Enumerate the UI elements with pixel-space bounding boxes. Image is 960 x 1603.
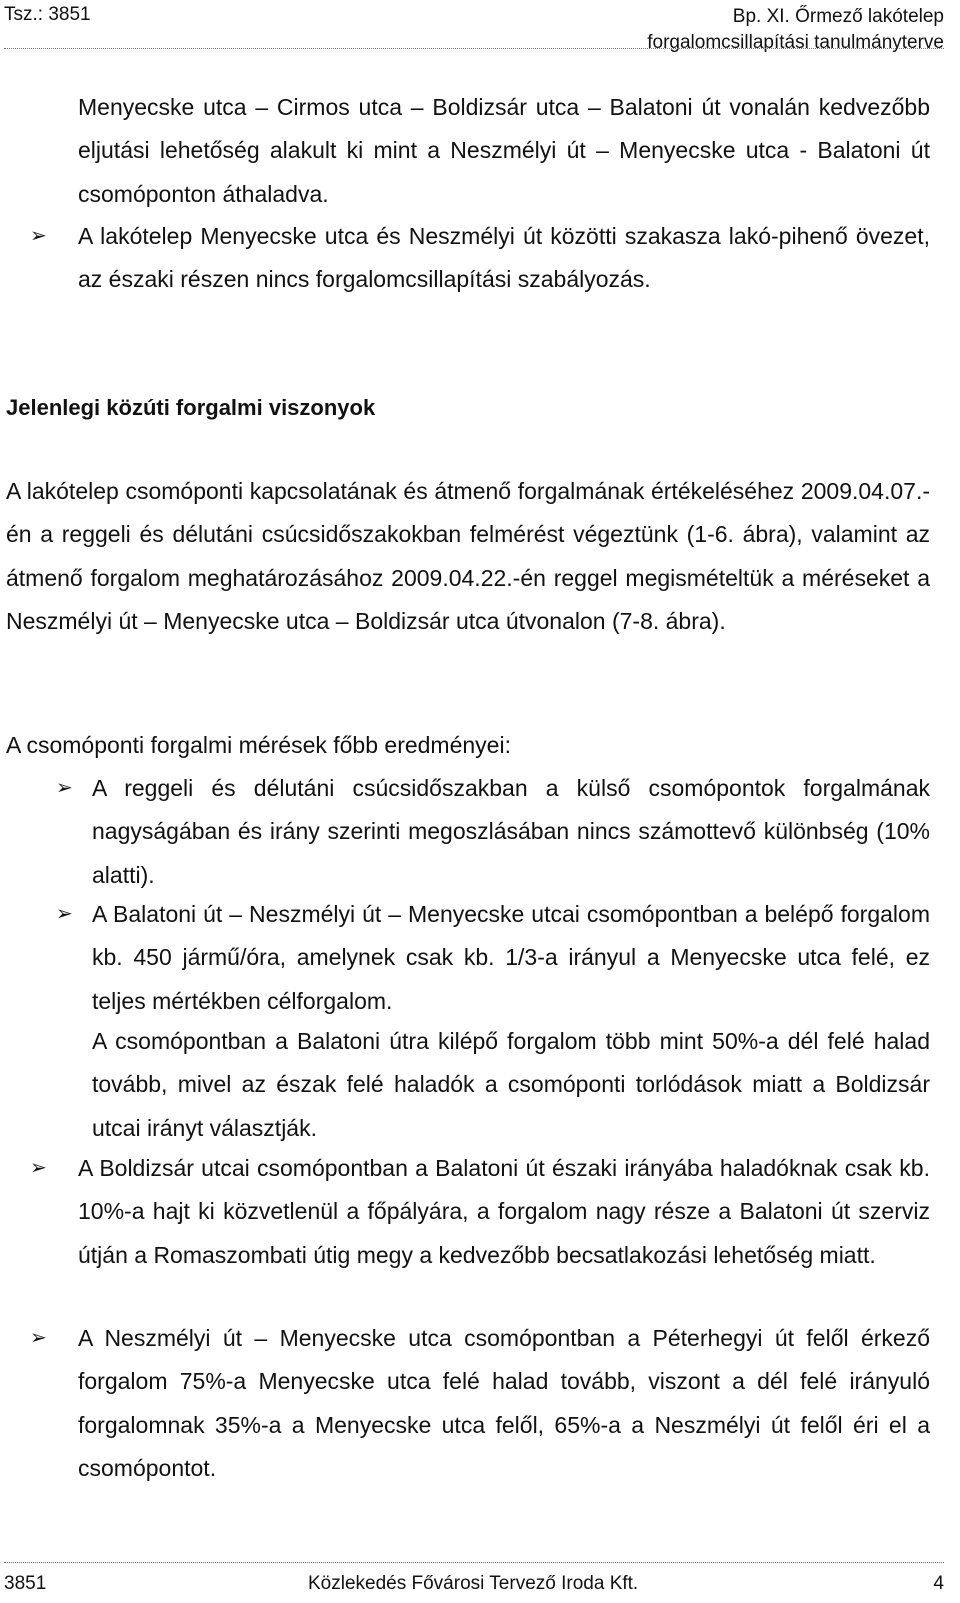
result-item-1-text: A reggeli és délutáni csúcsidőszakban a külső csomópontok forgalmának nagyságában és irány szerinti megoszlásában nincs számottevő különbség (10% alatti). bbox=[92, 775, 930, 888]
footer-divider bbox=[4, 1562, 944, 1563]
header-title-line2: forgalomcsillapítási tanulmányterve bbox=[647, 32, 944, 53]
result-item-3: A Boldizsár utcai csomópontban a Balatoni út északi irányába haladóknak csak kb. 10%-a hajt ki közvetlenül a főpályára, a forgalom nagy része a Balatoni út szerviz útján a Romaszombati útig megy a kedvezőbb becsatlakozási lehetőség miatt. bbox=[78, 1155, 930, 1268]
header-doc-number: Tsz.: 3851 bbox=[4, 4, 91, 25]
results-intro: A csomóponti forgalmi mérések főbb eredményei: bbox=[6, 732, 511, 758]
bullet-arrow-icon: ➢ bbox=[56, 903, 73, 925]
section-paragraph: A lakótelep csomóponti kapcsolatának és átmenő forgalmának értékeléséhez 2009.04.07.-én a reggeli és délutáni csúcsidőszakokban felmérést végeztünk (1-6. ábra), valamint az átmenő forgalom meghatározásához 2009.04.22.-én reggel megismételtük a méréseket a Neszmélyi út – Menyecske utca – Boldizsár utca útvonalon (7-8. ábra). bbox=[6, 478, 930, 634]
result-item-2: A Balatoni út – Neszmélyi út – Menyecske utcai csomópontban a belépő forgalom kb. 450 jármű/óra, amelynek csak kb. 1/3-a irányul a Menyecske utca felé, ez teljes mértékben célforgalom. bbox=[92, 901, 930, 1014]
intro-bullet-paragraph: A lakótelep Menyecske utca és Neszmélyi út közötti szakasza lakó-pihenő övezet, az északi részen nincs forgalomcsillapítási szabályozás. bbox=[78, 223, 930, 293]
section-heading: Jelenlegi közúti forgalmi viszonyok bbox=[6, 395, 376, 420]
result-item-2-continuation: A csomópontban a Balatoni útra kilépő forgalom több mint 50%-a dél felé halad tovább, mivel az észak felé haladók a csomóponti torlódások miatt a Boldizsár utcai irányt választják. bbox=[92, 1028, 930, 1141]
bullet-arrow-icon: ➢ bbox=[30, 225, 47, 247]
bullet-arrow-icon: ➢ bbox=[30, 1327, 47, 1349]
header-divider bbox=[4, 48, 944, 49]
bullet-arrow-icon: ➢ bbox=[56, 777, 73, 799]
footer-doc-number: 3851 bbox=[4, 1573, 47, 1594]
header-title-line1: Bp. XI. Őrmező lakótelep bbox=[732, 6, 944, 27]
result-item-1 bbox=[78, 767, 930, 897]
footer-page-number: 4 bbox=[933, 1573, 944, 1594]
footer-company: Közlekedés Fővárosi Tervező Iroda Kft. bbox=[308, 1573, 639, 1594]
bullet-arrow-icon: ➢ bbox=[30, 1157, 47, 1179]
intro-continuation-paragraph: Menyecske utca – Cirmos utca – Boldizsár utca – Balatoni út vonalán kedvezőbb eljutási lehetőség alakult ki mint a Neszmélyi út – Menyecske utca - Balatoni út csomóponton áthaladva. bbox=[78, 94, 930, 207]
result-item-4: A Neszmélyi út – Menyecske utca csomópontban a Péterhegyi út felől érkező forgalom 75%-a Menyecske utca felé halad tovább, viszont a dél felé irányuló forgalomnak 35%-a a Menyecske utca felől, 65%-a a Neszmélyi út felől éri el a csomópontot. bbox=[78, 1325, 930, 1481]
